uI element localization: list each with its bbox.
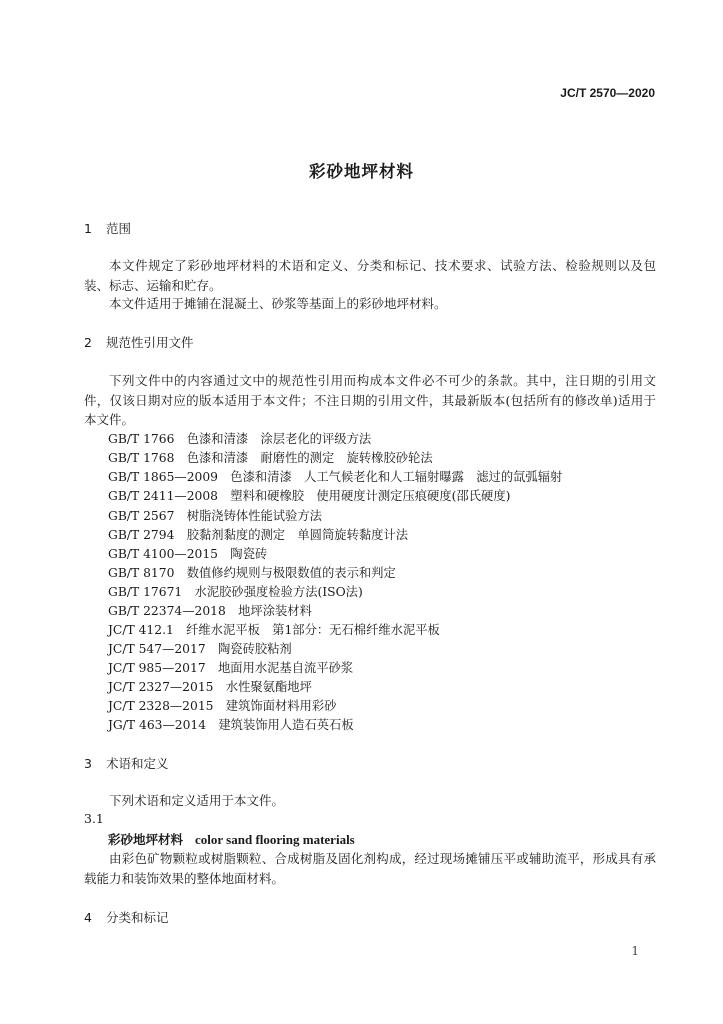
section-title: 术语和定义 — [106, 756, 169, 771]
section-number: 4 — [84, 910, 92, 925]
section-title: 规范性引用文件 — [106, 335, 194, 350]
reference-item: JC/T 985—2017 地面用水泥基自流平砂浆 — [108, 661, 354, 675]
term-heading — [108, 830, 355, 848]
reference-item: GB/T 1865—2009 色漆和清漆 人工气候老化和人工辐射曝露 滤过的氙弧辐射 — [108, 470, 563, 484]
reference-item: GB/T 4100—2015 陶瓷砖 — [108, 547, 268, 561]
page-number: 1 — [631, 944, 639, 958]
section-1-heading — [84, 219, 131, 237]
reference-item: JC/T 547—2017 陶瓷砖胶粘剂 — [108, 642, 292, 656]
term-number: 3.1 — [84, 811, 104, 826]
reference-item: GB/T 2794 胶黏剂黏度的测定 单圆筒旋转黏度计法 — [108, 528, 409, 542]
term-definition: 由彩色矿物颗粒或树脂颗粒、合成树脂及固化剂构成，经过现场摊铺压平或辅助流平，形成具有承载能力和装饰效果的整体地面材料。 — [84, 851, 656, 886]
reference-item: JC/T 2328—2015 建筑饰面材料用彩砂 — [108, 699, 337, 713]
section-4-heading — [84, 908, 169, 926]
scope-paragraph-2: 本文件适用于摊铺在混凝土、砂浆等基面上的彩砂地坪材料。 — [109, 296, 447, 311]
references-intro: 下列文件中的内容通过文中的规范性引用而构成本文件必不可少的条款。其中，注日期的引用文件，仅该日期对应的版本适用于本文件；不注日期的引用文件，其最新版本(包括所有的修改单)适用于本文件。 — [84, 373, 656, 427]
reference-item: GB/T 1766 色漆和清漆 涂层老化的评级方法 — [108, 432, 372, 446]
terms-intro: 下列术语和定义适用于本文件。 — [109, 793, 285, 808]
reference-item: GB/T 2411—2008 塑料和硬橡胶 使用硬度计测定压痕硬度(邵氏硬度) — [108, 489, 511, 503]
scope-paragraph-1: 本文件规定了彩砂地坪材料的术语和定义、分类和标记、技术要求、试验方法、检验规则以及包装、标志、运输和贮存。 — [84, 258, 656, 293]
reference-item: GB/T 1768 色漆和清漆 耐磨性的测定 旋转橡胶砂轮法 — [108, 451, 433, 465]
section-title: 分类和标记 — [106, 910, 169, 925]
reference-item: GB/T 8170 数值修约规则与极限数值的表示和判定 — [108, 566, 396, 580]
reference-item: GB/T 17671 水泥胶砂强度检验方法(ISO法) — [108, 585, 363, 599]
reference-item: GB/T 22374—2018 地坪涂装材料 — [108, 604, 312, 618]
section-number: 3 — [84, 756, 92, 771]
section-number: 1 — [84, 221, 92, 236]
section-3-heading — [84, 754, 169, 772]
reference-item: GB/T 2567 树脂浇铸体性能试验方法 — [108, 509, 322, 523]
reference-item: JC/T 412.1 纤维水泥平板 第1部分：无石棉纤维水泥平板 — [108, 623, 440, 637]
standard-code: JC/T 2570—2020 — [560, 86, 655, 100]
reference-item: JC/T 2327—2015 水性聚氨酯地坪 — [108, 680, 312, 694]
section-number: 2 — [84, 335, 92, 350]
term-chinese: 彩砂地坪材料 — [108, 832, 184, 847]
document-title: 彩砂地坪材料 — [309, 162, 414, 181]
section-2-heading — [84, 333, 194, 351]
section-title: 范围 — [106, 221, 132, 236]
reference-item: JG/T 463—2014 建筑装饰用人造石英石板 — [108, 718, 354, 732]
term-english: color sand flooring materials — [195, 832, 355, 847]
